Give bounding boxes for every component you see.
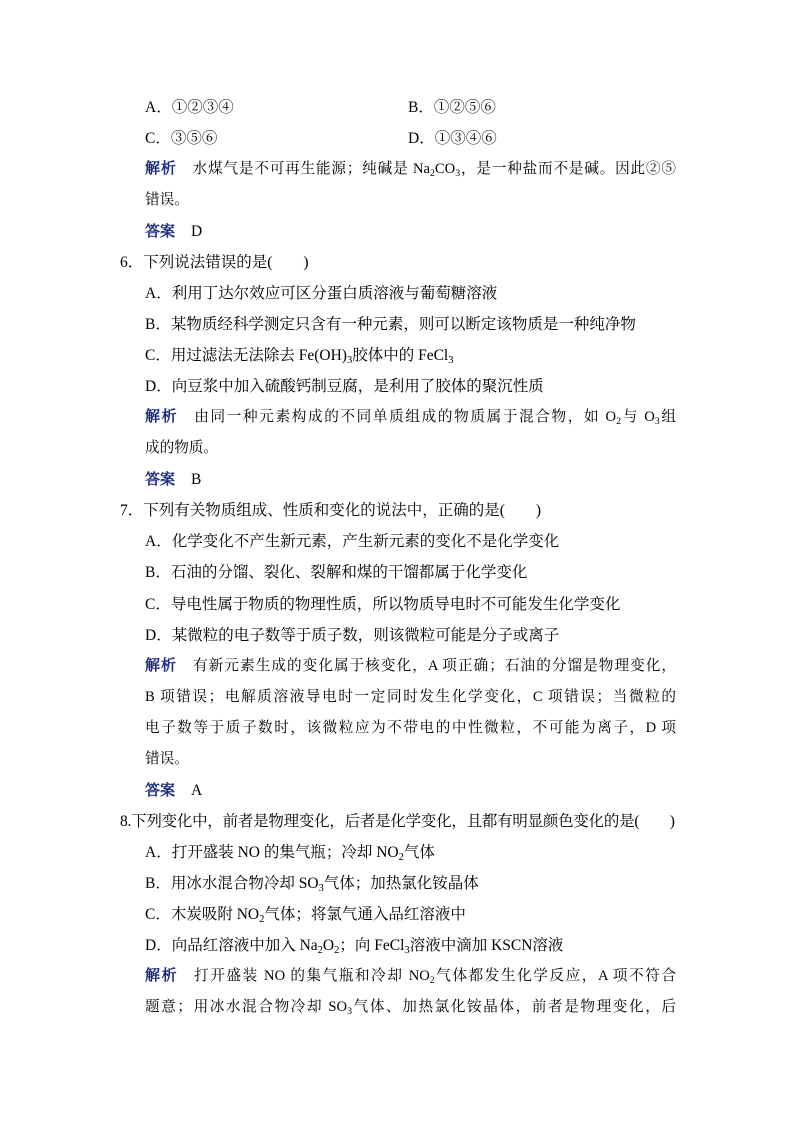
subscript: 3 bbox=[654, 415, 660, 427]
text-run: 8.下列变化中，前者是物理变化，后者是化学变化，且都有明显颜色变化的是( ) bbox=[120, 812, 675, 830]
text-run: 题意；用冰水混合物冷却 SO bbox=[145, 999, 348, 1016]
analysis-continuation bbox=[145, 992, 676, 1023]
option-line bbox=[145, 620, 676, 651]
text-run: C．用过滤法无法除去 Fe(OH) bbox=[145, 347, 347, 364]
text-run: 7．下列有关物质组成、性质和变化的说法中，正确的是( ) bbox=[120, 502, 542, 520]
text-run: B bbox=[191, 471, 202, 489]
text-run: 有新元素生成的变化属于核变化，A 项正确；石油的分馏是物理变化， bbox=[193, 657, 676, 674]
analysis-label: 解析 bbox=[145, 160, 177, 177]
option-line bbox=[145, 557, 676, 588]
option-line bbox=[145, 278, 676, 309]
analysis-line bbox=[145, 402, 676, 433]
analysis-label: 解析 bbox=[145, 409, 179, 426]
text-run: ，是一种盐而不是碱。因此②⑤ bbox=[460, 160, 676, 177]
analysis-line bbox=[145, 961, 676, 992]
text-run: 气体、加热氯化铵晶体，前者是物理变化，后 bbox=[352, 999, 676, 1016]
text-run: A．①②③④ bbox=[145, 98, 234, 116]
text-run: ；向 FeCl bbox=[339, 937, 405, 955]
text-run: 错误。 bbox=[145, 191, 189, 208]
text-run: 气体；将氯气通入品红溶液中 bbox=[264, 906, 466, 924]
subscript: 3 bbox=[448, 354, 454, 366]
option-row bbox=[145, 123, 676, 154]
text-run: 电子数等于质子数时，该微粒应为不带电的中性微粒，不可能为离子，D 项 bbox=[145, 719, 676, 736]
option-line bbox=[145, 899, 676, 930]
option-line bbox=[145, 868, 676, 899]
option-column bbox=[408, 92, 671, 123]
subscript: 2 bbox=[398, 851, 404, 863]
text-run: D．向豆浆中加入硫酸钙制豆腐，是利用了胶体的聚沉性质 bbox=[145, 378, 544, 396]
answer-line bbox=[145, 464, 676, 495]
option-column bbox=[145, 123, 408, 154]
text-run: B 项错误；电解质溶液导电时一定同时发生化学变化，C 项错误；当微粒的 bbox=[145, 688, 676, 705]
question-stem bbox=[120, 495, 682, 526]
analysis-continuation bbox=[145, 713, 676, 744]
text-run: 气体 bbox=[403, 844, 435, 861]
subscript: 3 bbox=[347, 1006, 353, 1018]
analysis-continuation bbox=[145, 682, 676, 713]
analysis-continuation bbox=[145, 744, 676, 775]
text-run: 6．下列说法错误的是( ) bbox=[120, 253, 309, 271]
subscript: 3 bbox=[318, 883, 324, 894]
text-run: 打开盛装 NO 的集气瓶和冷却 NO bbox=[194, 968, 430, 985]
text-run: C．木炭吸附 NO bbox=[145, 906, 260, 924]
text-run: 与 O bbox=[621, 409, 655, 426]
analysis-label: 解析 bbox=[145, 968, 179, 985]
text-run: C．导电性属于物质的物理性质，所以物质导电时不可能发生化学变化 bbox=[145, 595, 621, 613]
subscript: 2 bbox=[259, 914, 265, 926]
answer-label: 答案 bbox=[145, 782, 176, 799]
option-row bbox=[145, 92, 676, 123]
question-stem bbox=[120, 247, 682, 278]
text-run: B．①②⑤⑥ bbox=[408, 98, 496, 116]
text-run: A．化学变化不产生新元素，产生新元素的变化不是化学变化 bbox=[145, 533, 560, 551]
text-run: 组 bbox=[659, 409, 676, 426]
text-run: 成的物质。 bbox=[145, 440, 218, 457]
option-line bbox=[145, 589, 676, 620]
analysis-line bbox=[145, 154, 676, 185]
text-run: 水煤气是不可再生能源；纯碱是 Na bbox=[192, 160, 430, 177]
option-column bbox=[408, 123, 671, 154]
question-stem bbox=[120, 806, 682, 837]
text-run: B．某物质经科学测定只含有一种元素，则可以断定该物质是一种纯净物 bbox=[145, 315, 636, 333]
text-run: D．向品红溶液中加入 Na bbox=[145, 937, 318, 955]
text-run: 胶体中的 FeCl bbox=[352, 347, 449, 364]
subscript: 3 bbox=[455, 167, 461, 179]
text-run: A．利用丁达尔效应可区分蛋白质溶液与葡萄糖溶液 bbox=[145, 284, 498, 302]
option-line bbox=[145, 340, 676, 371]
text-run: 气体；加热氯化铵晶体 bbox=[323, 875, 479, 893]
analysis-continuation bbox=[145, 185, 676, 216]
answer-label: 答案 bbox=[145, 472, 176, 489]
text-run: 由同一种元素构成的不同单质组成的物质属于混合物，如 O bbox=[194, 409, 617, 426]
text-run: O bbox=[322, 937, 335, 955]
option-line bbox=[145, 930, 676, 961]
analysis-continuation bbox=[145, 433, 676, 464]
subscript: 2 bbox=[317, 945, 323, 957]
text-run: D．①③④⑥ bbox=[408, 129, 497, 147]
option-line bbox=[145, 371, 676, 402]
text-run: 气体都发生化学反应，A 项不符合 bbox=[434, 968, 676, 985]
text-run: A bbox=[191, 781, 203, 799]
answer-label: 答案 bbox=[145, 223, 176, 240]
text-run: C．③⑤⑥ bbox=[145, 129, 218, 147]
text-run: 溶液中滴加 KSCN溶液 bbox=[409, 937, 564, 955]
subscript: 3 bbox=[404, 945, 410, 957]
text-run: 错误。 bbox=[145, 750, 189, 767]
option-line bbox=[145, 309, 676, 340]
answer-line bbox=[145, 775, 676, 806]
subscript: 2 bbox=[429, 167, 435, 179]
option-column bbox=[145, 92, 408, 123]
option-line bbox=[145, 526, 676, 557]
answer-line bbox=[145, 216, 676, 247]
text-run: A．打开盛装 NO 的集气瓶；冷却 NO bbox=[145, 844, 399, 861]
text-run: CO bbox=[434, 160, 456, 177]
subscript: 3 bbox=[346, 354, 353, 366]
text-run: B．用冰水混合物冷却 SO bbox=[145, 875, 319, 893]
text-run: D．某微粒的电子数等于质子数，则该微粒可能是分子或离子 bbox=[145, 626, 560, 644]
subscript: 2 bbox=[334, 945, 340, 957]
analysis-label: 解析 bbox=[145, 657, 178, 674]
page-content bbox=[0, 92, 794, 1024]
text-run: D bbox=[191, 222, 203, 240]
text-run: B．石油的分馏、裂化、裂解和煤的干馏都属于化学变化 bbox=[145, 564, 528, 582]
subscript: 2 bbox=[616, 415, 622, 427]
analysis-line bbox=[145, 651, 676, 682]
option-line bbox=[145, 837, 676, 868]
subscript: 2 bbox=[429, 975, 435, 987]
